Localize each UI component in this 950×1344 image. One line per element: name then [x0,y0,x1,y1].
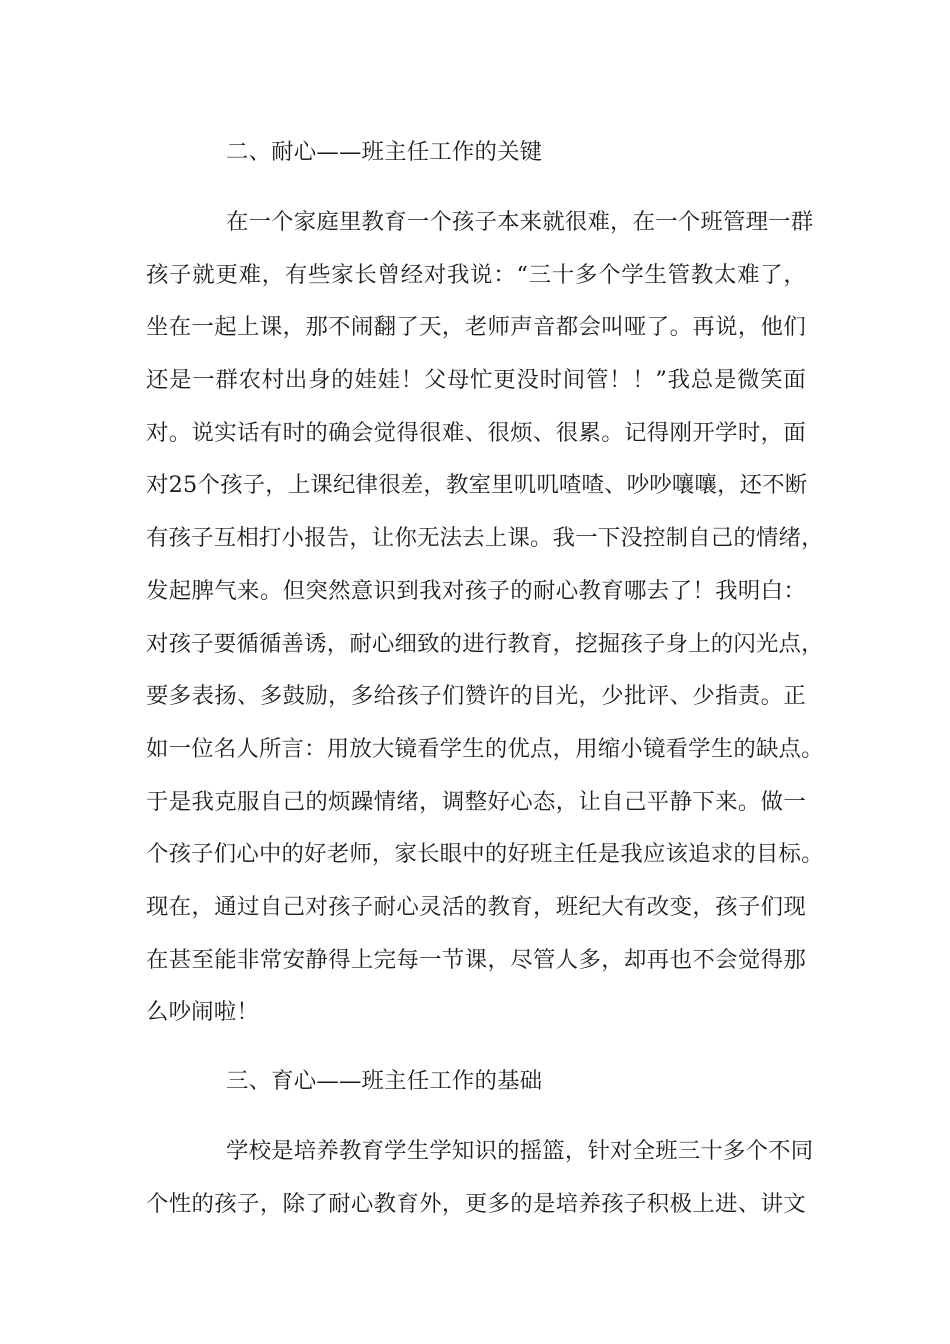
paragraph-line: 对。说实话有时的确会觉得很难、很烦、很累。记得刚开学时，面 [146,419,806,446]
paragraph-line: 么吵闹啦！ [146,999,259,1026]
paragraph-line: 于是我克服自己的烦躁情绪，调整好心态，让自己平静下来。做一 [146,788,806,815]
section-3-heading: 三、育心——班主任工作的基础 [226,1068,543,1094]
paragraph-line: 现在，通过自己对孩子耐心灵活的教育，班纪大有改变，孩子们现 [146,893,806,920]
paragraph-line: 个性的孩子，除了耐心教育外，更多的是培养孩子积极上进、讲文 [146,1190,806,1217]
section-3-paragraph [146,1125,814,1230]
section-2-heading: 二、耐心——班主任工作的关键 [226,139,543,165]
paragraph-line: 在一个家庭里教育一个孩子本来就很难，在一个班管理一群 [226,209,814,235]
paragraph-line: 发起脾气来。但突然意识到我对孩子的耐心教育哪去了！我明白： [146,577,806,604]
document-body [146,128,824,1248]
paragraph-line: 坐在一起上课，那不闹翻了天，老师声音都会叫哑了。再说，他们 [146,314,806,341]
paragraph-line: 对孩子要循循善诱，耐心细致的进行教育，挖掘孩子身上的闪光点， [146,630,824,657]
paragraph-line: 要多表扬、多鼓励，多给孩子们赞许的目光，少批评、少指责。正 [146,683,806,710]
section-2-paragraph [146,196,824,1039]
paragraph-line: 学校是培养教育学生学知识的摇篮，针对全班三十多个不同 [226,1138,814,1164]
paragraph-line: 有孩子互相打小报告，让你无法去上课。我一下没控制自己的情绪， [146,525,824,552]
paragraph-line: 孩子就更难，有些家长曾经对我说：“三十多个学生管教太难了， [146,261,806,288]
paragraph-line: 对25个孩子，上课纪律很差，教室里叽叽喳喳、吵吵嚷嚷，还不断 [146,472,808,499]
paragraph-line: 在甚至能非常安静得上完每一节课，尽管人多，却再也不会觉得那 [146,946,806,973]
paragraph-line: 个孩子们心中的好老师，家长眼中的好班主任是我应该追求的目标。 [146,841,824,868]
paragraph-line: 如一位名人所言：用放大镜看学生的优点，用缩小镜看学生的缺点。 [146,735,824,762]
paragraph-line: 还是一群农村出身的娃娃！父母忙更没时间管！！”我总是微笑面 [146,367,806,394]
